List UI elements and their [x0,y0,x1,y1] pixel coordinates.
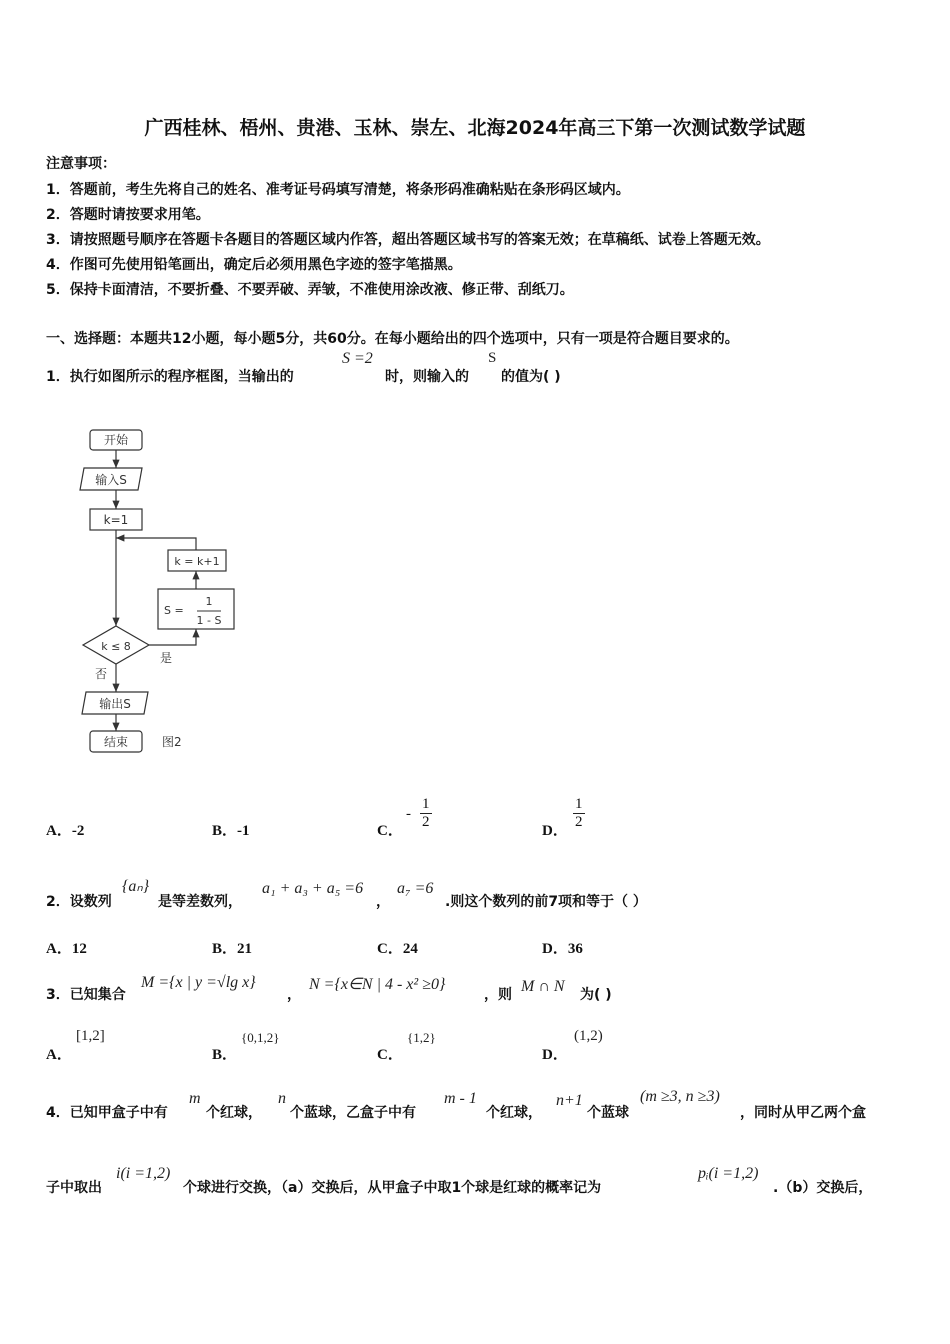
option-label: B． [212,941,238,957]
fraction-denominator: 2 [422,814,430,830]
q3-text-b: ，则 [484,987,512,1003]
q1-text-c: 的值为( ) [501,369,561,385]
fraction-numerator: 1 [422,796,430,812]
q3-option-c-value: {1,2} [407,1030,436,1045]
program-flowchart [76,424,236,758]
q3-comma: ， [287,987,301,1003]
q2-option-a[interactable] [46,937,87,958]
option-label: A． [46,941,72,957]
q4-text-9: .（b）交换后， [773,1180,873,1196]
notice-item-4: 4．作图可先使用铅笔画出，确定后必须用黑色字迹的签字笔描黑。 [46,257,462,273]
option-label: A． [46,823,72,839]
flow-condition-label: k ≤ 8 [101,640,131,653]
q4-text-2: 个红球， [206,1105,262,1121]
q4-text-8: 个球进行交换，（a）交换后，从甲盒子中取1个球是红球的概率记为 [183,1180,602,1196]
q4-math-m: m [189,1090,201,1107]
q4-math-n-plus-1: n+1 [556,1092,583,1109]
q3-option-c-label[interactable]: C． [377,1047,403,1063]
fraction-denominator: 2 [575,814,583,830]
q2-math-sequence: {aₙ} [122,878,150,895]
flow-yes-label: 是 [160,651,173,665]
flow-output-label: 输出S [99,697,131,711]
q4-text-3: 个蓝球，乙盒子中有 [290,1105,416,1121]
flow-init-label: k=1 [103,513,129,527]
q1-option-b[interactable] [212,819,250,840]
q3-option-b-value: {0,1,2} [241,1030,280,1045]
option-label: C． [377,941,403,957]
q3-math-set-n: N ={x∈N | 4 - x² ≥0} [309,976,446,993]
q1-option-a[interactable] [46,819,84,840]
q3-math-intersection: M ∩ N [521,978,565,995]
option-value: 36 [567,941,583,957]
minus-sign: - [406,806,411,822]
option-label: B． [212,823,238,839]
option-value: 12 [71,941,87,957]
notice-heading: 注意事项： [46,156,116,172]
flow-caption: 图2 [162,735,182,749]
q3-text-a: 3．已知集合 [46,987,126,1003]
q4-math-m-minus-1: m - 1 [444,1090,477,1107]
q2-text-b: 是等差数列， [158,894,242,910]
q3-option-d-label[interactable]: D． [542,1047,568,1063]
q1-math-s-equals-2: S =2 [342,350,373,367]
option-value: 21 [237,941,253,957]
q3-math-set-m: M ={x | y =√lg x} [141,974,256,991]
option-value: -2 [71,823,85,839]
q1-option-c-value [406,796,432,831]
q2-comma: ， [376,894,390,910]
q3-text-c: 为( ) [580,987,612,1003]
q3-option-a-value: [1,2] [76,1028,105,1044]
q1-option-c-label[interactable]: C． [377,823,403,839]
notice-item-1: 1．答题前，考生先将自己的姓名、准考证号码填写清楚，将条形码准确粘贴在条形码区域内。 [46,182,630,198]
q2-option-d[interactable] [542,937,583,958]
q3-option-d-value: (1,2) [574,1028,603,1044]
flow-assign-numerator: 1 [205,595,213,608]
q1-text-b: 时，则输入的 [385,369,469,385]
notice-item-5: 5．保持卡面清洁，不要折叠、不要弄破、弄皱，不准使用涂改液、修正带、刮纸刀。 [46,282,574,298]
q4-text-6: ，同时从甲乙两个盒 [740,1105,866,1121]
q2-math-eq1: a₁ + a₃ + a₅ =6 [262,880,364,897]
q2-option-c[interactable] [377,937,418,958]
q4-math-n: n [278,1090,286,1107]
q4-text-4: 个红球， [486,1105,542,1121]
q4-math-constraint: (m ≥3, n ≥3) [640,1088,720,1105]
q2-math-eq2: a₇ =6 [397,880,434,897]
notice-item-2: 2．答题时请按要求用笔。 [46,207,210,223]
flow-start-label: 开始 [103,433,129,447]
q1-math-s: S [488,350,497,366]
q1-option-d-value [573,796,585,831]
q3-option-b-label[interactable]: B． [212,1047,238,1063]
q4-math-probability: pᵢ(i =1,2) [698,1165,759,1182]
q2-text-a: 2．设数列 [46,894,112,910]
flow-no-label: 否 [95,667,108,681]
q1-text-a: 1．执行如图所示的程序框图，当输出的 [46,369,294,385]
section-heading: 一、选择题：本题共12小题，每小题5分，共60分。在每小题给出的四个选项中，只有一项是符合题目要求的。 [46,331,739,347]
q3-option-a-label[interactable]: A． [46,1047,72,1063]
flow-assign-lhs: S = [164,604,184,617]
option-value: 24 [402,941,418,957]
fraction-numerator: 1 [575,796,583,812]
flow-input-label: 输入S [95,473,127,487]
q4-math-i: i(i =1,2) [116,1165,171,1182]
q2-option-b[interactable] [212,937,252,958]
q4-text-1: 4．已知甲盒子中有 [46,1105,168,1121]
option-value: -1 [237,823,250,839]
q2-text-c: .则这个数列的前7项和等于（ ） [445,894,647,910]
flow-end-label: 结束 [103,735,129,749]
flow-assign-denominator: 1 - S [196,614,222,627]
flow-update-k-label: k = k+1 [174,555,220,568]
notice-item-3: 3．请按照题号顺序在答题卡各题目的答题区域内作答，超出答题区域书写的答案无效；在草稿纸、试卷上答题无效。 [46,232,770,248]
q4-text-7: 子中取出 [46,1180,102,1196]
q1-option-d-label[interactable]: D． [542,823,568,839]
q4-text-5: 个蓝球 [587,1105,629,1121]
option-label: D． [542,941,568,957]
page-title: 广西桂林、梧州、贵港、玉林、崇左、北海2024年高三下第一次测试数学试题 [144,117,806,139]
